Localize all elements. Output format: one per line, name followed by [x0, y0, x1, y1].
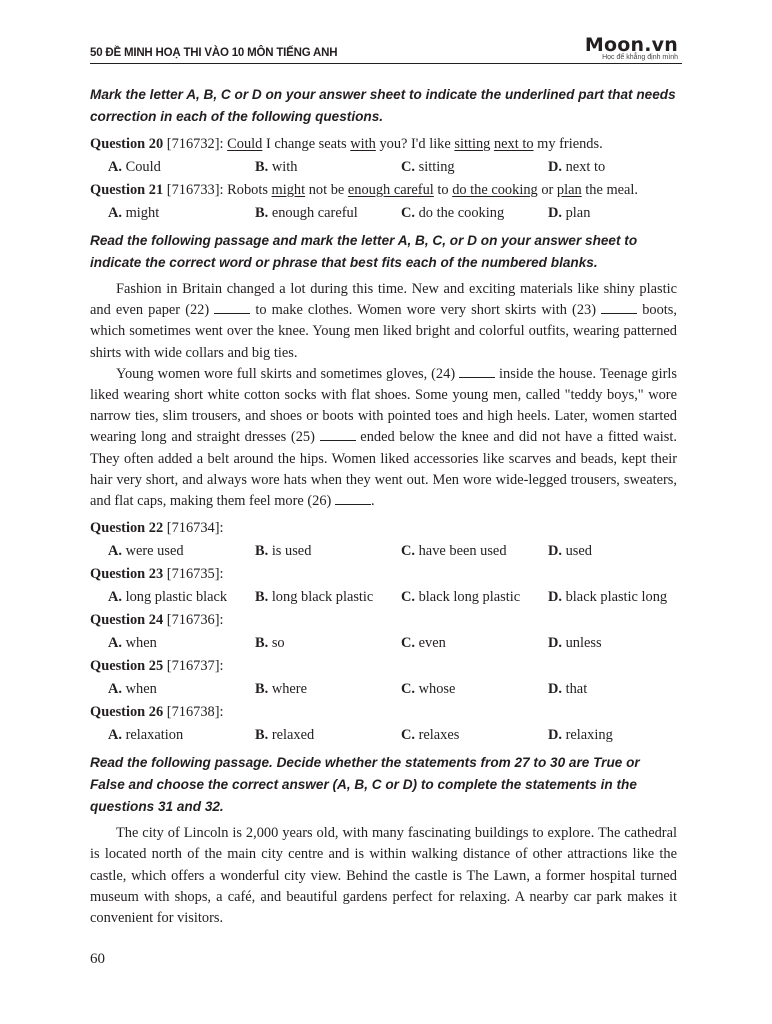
option-c: C. whose: [401, 681, 456, 698]
passage-paragraph-2: Young women wore full skirts and sometimes gloves, (24) inside the house. Teenage girls liked wearing short white cotton socks with flat shoes. Some young men, called "teddy boys," wore narrow ties, slim trousers, and shoes or boots with pointed toes and high heels. Later, women started wearing long and straight dresses (25) ended below the knee and did not have a fitted waist. They often added a belt around the hips. Women liked accessories like scarves and beads, kept their hair very short, and always wore hats when they went out. Men wore wide-legged trousers, sweaters, and flat caps, making them feel more (26) .: [90, 365, 678, 510]
underlined-part: with: [350, 136, 376, 152]
option-d: D. next to: [548, 159, 606, 175]
question-25: Question 25 [716737]:: [90, 658, 224, 675]
question-id: [716732]:: [166, 136, 224, 152]
passage-paragraph-1: Fashion in Britain changed a lot during this time. New and exciting materials like shiny plastic and even paper (22) to make clothes. Women wore very short skirts with (23) boots, which sometimes went over the knee. Young men liked bright and colorful outfits, wearing patterned shirts with wide collars and big ties.: [90, 281, 677, 361]
blank-26: [335, 492, 371, 505]
option-a: A. were used: [108, 543, 184, 560]
underlined-part: plan: [556, 182, 582, 198]
option-d: D. unless: [548, 635, 602, 652]
options-row: [90, 540, 677, 563]
sentence-text: or: [537, 182, 557, 198]
option-c: C. black long plastic: [401, 589, 521, 606]
option-a: A. long plastic black: [108, 589, 228, 606]
sentence-text: you? I'd like: [375, 136, 455, 152]
option-b: B. where: [255, 681, 307, 698]
option-b: B. so: [255, 635, 285, 652]
underlined-part: do the cooking: [452, 182, 538, 198]
blank-23: [601, 301, 637, 314]
sentence-text: Robots: [223, 182, 272, 198]
question-22: Question 22 [716734]:: [90, 520, 224, 537]
question-21: [90, 179, 677, 202]
option-b: B. is used: [255, 543, 312, 560]
option-a: A. might: [108, 205, 160, 221]
underlined-part: might: [271, 182, 306, 198]
option-b: B. long black plastic: [255, 589, 374, 606]
blank-25: [320, 428, 356, 441]
blank-22: [214, 301, 250, 314]
option-d: D. relaxing: [548, 727, 613, 744]
option-b: B. enough careful: [255, 205, 358, 221]
sentence-text: to: [433, 182, 453, 198]
question-23: Question 23 [716735]:: [90, 566, 224, 583]
option-c: C. sitting: [401, 159, 455, 175]
question-label: Question 21: [90, 182, 164, 198]
options-row: [90, 632, 677, 655]
blank-24: [459, 365, 495, 378]
option-d: D. plan: [548, 205, 591, 221]
sentence-text: I change seats: [262, 136, 351, 152]
option-b: B. relaxed: [255, 727, 315, 744]
option-a: A. relaxation: [108, 727, 184, 744]
option-a: A. when: [108, 635, 157, 652]
option-d: D. black plastic long: [548, 589, 668, 606]
option-c: C. have been used: [401, 543, 507, 560]
sentence-text: my friends.: [533, 136, 603, 152]
question-label: Question 20: [90, 136, 164, 152]
option-d: D. used: [548, 543, 592, 560]
page-number: 60: [90, 951, 105, 967]
sentence-text: the meal.: [581, 182, 639, 198]
options-row: [90, 678, 677, 701]
passage-lincoln: The city of Lincoln is 2,000 years old, with many fascinating buildings to explore. The cathedral is located north of the main city centre and is within walking distance of other attractions like the castle, which offers a wonderful city view. Behind the castle is The Lawn, a former hospital turned museum with shops, a café, and beautiful gardens perfect for relaxing. A nearby car park makes it convenient for visitors.: [90, 825, 677, 927]
option-c: C. even: [401, 635, 446, 652]
option-a: A. when: [108, 681, 157, 698]
brand-logo: [585, 34, 678, 61]
options-row: [90, 202, 677, 225]
options-row: [90, 156, 677, 179]
book-title: 50 ĐỀ MINH HOẠ THI VÀO 10 MÔN TIẾNG ANH: [90, 47, 338, 59]
question-20: [90, 133, 677, 156]
logo-text: Moon.vn: [584, 34, 678, 56]
option-c: C. do the cooking: [401, 205, 505, 221]
header-divider: [90, 63, 682, 64]
section1-instruction: Mark the letter A, B, C or D on your answer sheet to indicate the underlined part that needs correction in each of the following questions.: [90, 87, 676, 124]
options-row: [90, 724, 677, 747]
underlined-part: Could: [227, 136, 263, 152]
underlined-part: enough careful: [347, 182, 434, 198]
option-a: A. Could: [108, 159, 161, 175]
underlined-part: next to: [493, 136, 534, 152]
option-c: C. relaxes: [401, 727, 460, 744]
option-b: B. with: [255, 159, 298, 175]
option-d: D. that: [548, 681, 588, 698]
question-id: [716733]:: [166, 182, 224, 198]
page-content: [90, 84, 677, 929]
logo-tagline: Học để khẳng định mình: [602, 54, 678, 61]
section2-instruction: Read the following passage and mark the letter A, B, C, or D on your answer sheet to indicate the correct word or phrase that best fits each of the numbered blanks.: [90, 233, 638, 270]
section3-instruction: Read the following passage. Decide whether the statements from 27 to 30 are True or False and choose the correct answer (A, B, C or D) to complete the statements in the questions 31 and 32.: [90, 755, 640, 815]
underlined-part: sitting: [454, 136, 491, 152]
options-row: [90, 586, 677, 609]
question-26: Question 26 [716738]:: [90, 704, 224, 721]
question-24: Question 24 [716736]:: [90, 612, 224, 629]
sentence-text: not be: [305, 182, 348, 198]
